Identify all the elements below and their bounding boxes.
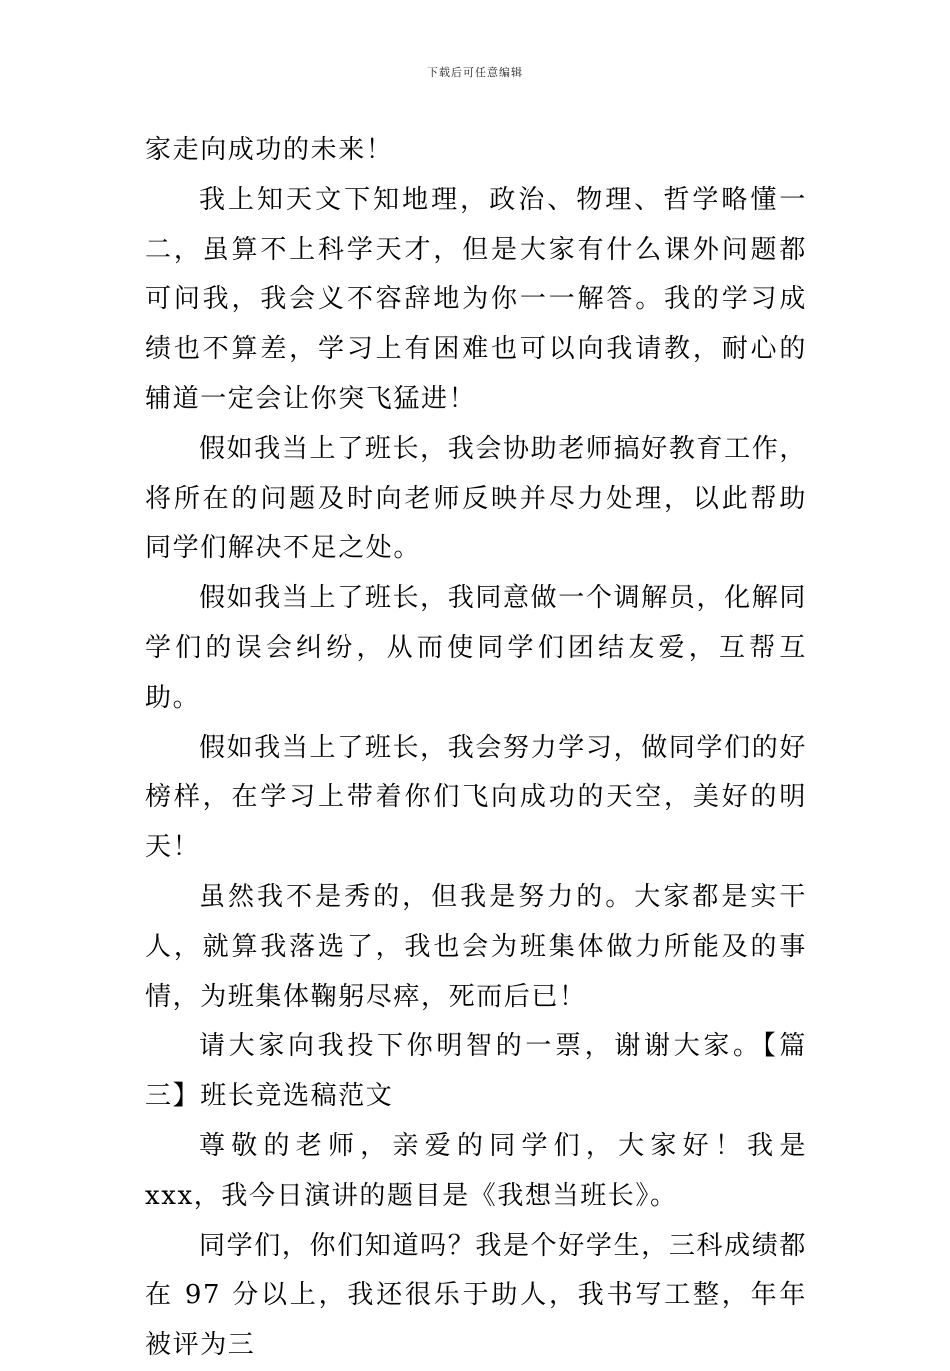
paragraph: 虽然我不是秀的，但我是努力的。大家都是实干人，就算我落选了，我也会为班集体做力所能及的事情，为班集体鞠躬尽瘁，死而后已！ [145,881,807,1012]
paragraph: 假如我当上了班长，我会努力学习，做同学们的好榜样，在学习上带着你们飞向成功的天空，美好的明天！ [145,732,807,863]
document-body [145,126,807,1371]
paragraph: 同学们，你们知道吗？我是个好学生，三科成绩都在 97 分以上，我还很乐于助人，我书写工整，年年被评为三 [145,1230,807,1361]
paragraph: 我上知天文下知地理，政治、物理、哲学略懂一二，虽算不上科学天才，但是大家有什么课外问题都可问我，我会义不容辞地为你一一解答。我的学习成绩也不算差，学习上有困难也可以向我请教，耐心的辅道一定会让你突飞猛进！ [145,184,807,414]
paragraph: 假如我当上了班长，我会协助老师搞好教育工作，将所在的问题及时向老师反映并尽力处理，以此帮助同学们解决不足之处。 [145,433,807,564]
paragraph: 尊敬的老师，亲爱的同学们，大家好！我是 xxx，我今日演讲的题目是《我想当班长》。 [145,1130,807,1211]
paragraph: 请大家向我投下你明智的一票，谢谢大家。【篇三】班长竞选稿范文 [145,1031,807,1112]
page-header: 下载后可任意编辑 [427,66,523,79]
paragraph: 家走向成功的未来！ [145,135,394,165]
paragraph: 假如我当上了班长，我同意做一个调解员，化解同学们的误会纠纷，从而使同学们团结友爱，互帮互助。 [145,583,807,713]
